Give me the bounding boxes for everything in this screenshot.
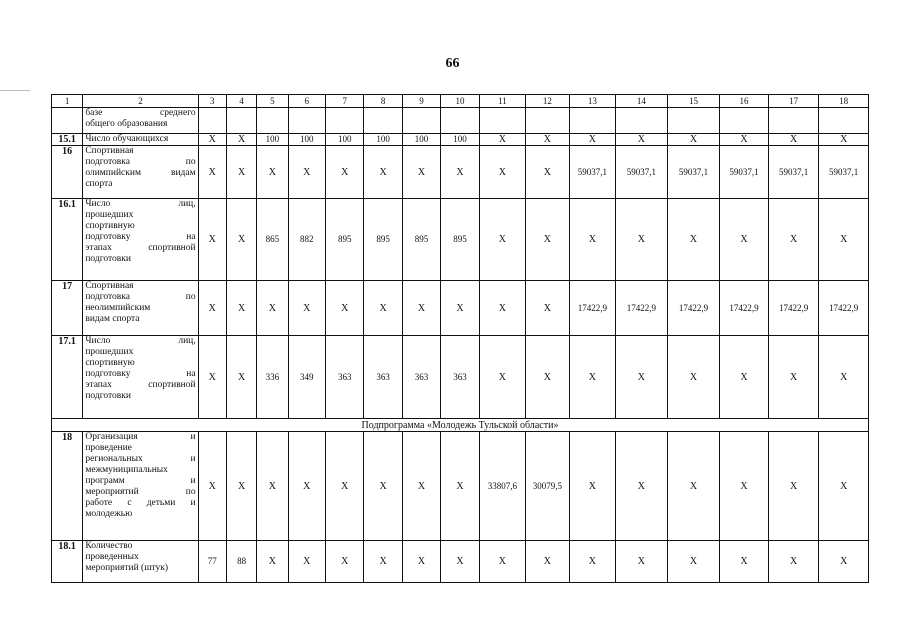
header-cell-3: 3 [198,95,226,108]
row-value-col-7: X [325,281,363,336]
row-name-line: спортивную [85,221,135,231]
row-value-col-10: X [441,541,479,583]
row-value-col-11: X [479,281,526,336]
header-cell-2: 2 [83,95,198,108]
row-value-col-3 [198,108,226,134]
row-name-line: подготовка по [85,292,196,302]
row-value-col-14: 59037,1 [616,146,668,199]
table-row [52,432,869,541]
row-name-line: работе с детьми и [85,498,196,508]
row-value-col-9: X [402,281,440,336]
header-cell-8: 8 [364,95,402,108]
row-value-col-18: X [819,336,869,419]
row-value-col-14: X [616,541,668,583]
row-name-line: Число обучающихся [85,134,169,144]
row-value-col-16: X [720,432,769,541]
row-value-col-16: X [720,336,769,419]
row-value-col-11: 33807,6 [479,432,526,541]
row-name-line: подготовку на [85,232,196,242]
row-number: 15.1 [52,134,83,146]
row-value-col-8: X [364,541,402,583]
row-name-line: Спортивная [85,281,134,291]
table-row [52,146,869,199]
row-value-col-15: X [667,432,720,541]
header-cell-14: 14 [616,95,668,108]
row-name-line: подготовки [85,391,131,401]
row-value-col-6: X [288,281,325,336]
row-name-line: программ и [85,476,196,486]
row-value-col-17: X [768,134,819,146]
row-value-col-4: X [226,432,256,541]
row-value-col-10: X [441,281,479,336]
row-value-col-6: X [288,146,325,199]
data-table [51,94,869,583]
row-value-col-5: 865 [257,199,288,281]
row-name [83,432,198,541]
row-value-col-4 [226,108,256,134]
page-number: 66 [445,56,460,71]
row-name-line: олимпийским видам [85,168,196,178]
row-value-col-8: 895 [364,199,402,281]
row-value-col-4: X [226,336,256,419]
row-value-col-18 [819,108,869,134]
row-value-col-8: X [364,281,402,336]
row-value-col-13: X [569,134,616,146]
row-value-col-18: X [819,199,869,281]
row-value-col-5: X [257,432,288,541]
section-title: Подпрограмма «Молодежь Тульской области» [52,419,869,432]
row-name-line: неолимпийским [85,303,151,313]
row-name [83,199,198,281]
row-value-col-6: 100 [288,134,325,146]
row-value-col-13: 17422,9 [569,281,616,336]
row-value-col-4: X [226,134,256,146]
row-value-col-14: X [616,336,668,419]
row-value-col-14 [616,108,668,134]
row-value-col-12: X [526,336,569,419]
row-name [83,146,198,199]
row-number: 18 [52,432,83,541]
row-value-col-17: X [768,541,819,583]
row-name [83,541,198,583]
row-value-col-4: X [226,199,256,281]
header-cell-5: 5 [257,95,288,108]
row-value-col-16: X [720,541,769,583]
row-value-col-7: 363 [325,336,363,419]
row-value-col-17: X [768,432,819,541]
header-cell-16: 16 [720,95,769,108]
row-value-col-15: X [667,134,720,146]
row-name-line: проведенных [85,552,139,562]
row-value-col-18: X [819,134,869,146]
row-name-line: этапах спортивной [85,380,196,390]
row-value-col-11 [479,108,526,134]
row-value-col-14: X [616,199,668,281]
row-value-col-8: 100 [364,134,402,146]
row-value-col-12: X [526,199,569,281]
row-value-col-10: X [441,432,479,541]
row-value-col-10: X [441,146,479,199]
row-name-line: подготовку на [85,369,196,379]
header-cell-17: 17 [768,95,819,108]
row-value-col-6: X [288,541,325,583]
row-value-col-11: X [479,541,526,583]
row-value-col-6: X [288,432,325,541]
row-value-col-18: 17422,9 [819,281,869,336]
row-value-col-3: X [198,199,226,281]
row-name-line: прошедших [85,210,134,220]
header-row [52,95,869,108]
row-value-col-13: X [569,432,616,541]
row-name-line: межмуниципальных [85,465,168,475]
row-value-col-5: X [257,281,288,336]
row-name-line: Количество [85,541,133,551]
row-value-col-11: X [479,199,526,281]
row-value-col-9: X [402,541,440,583]
row-value-col-7: 895 [325,199,363,281]
row-name-line: Число лиц, [85,199,196,209]
table-row [52,108,869,134]
row-value-col-15: 59037,1 [667,146,720,199]
table-row [52,281,869,336]
row-value-col-16 [720,108,769,134]
row-number: 18.1 [52,541,83,583]
row-value-col-13 [569,108,616,134]
header-cell-11: 11 [479,95,526,108]
row-value-col-5: X [257,146,288,199]
row-value-col-17: 59037,1 [768,146,819,199]
row-number [52,108,83,134]
row-name [83,108,198,134]
row-value-col-10 [441,108,479,134]
table-row [52,199,869,281]
row-value-col-18: X [819,432,869,541]
row-value-col-14: 17422,9 [616,281,668,336]
row-value-col-3: X [198,146,226,199]
row-value-col-13: 59037,1 [569,146,616,199]
row-value-col-18: X [819,541,869,583]
row-value-col-10: 895 [441,199,479,281]
row-value-col-16: X [720,199,769,281]
row-name-line: базе среднего [85,108,196,118]
row-value-col-18: 59037,1 [819,146,869,199]
row-value-col-11: X [479,336,526,419]
row-value-col-12 [526,108,569,134]
header-cell-9: 9 [402,95,440,108]
margin-rule [0,90,30,91]
row-value-col-15: X [667,199,720,281]
row-value-col-7: X [325,541,363,583]
table-row [52,541,869,583]
row-name-line: прошедших [85,347,134,357]
row-name-line: Спортивная [85,146,134,156]
row-name-line: мероприятий по [85,487,196,497]
row-value-col-15: X [667,336,720,419]
row-value-col-7: X [325,432,363,541]
row-number: 16.1 [52,199,83,281]
row-value-col-9: 100 [402,134,440,146]
row-name-line: региональных и [85,454,196,464]
row-value-col-16: 17422,9 [720,281,769,336]
header-cell-1: 1 [52,95,83,108]
row-name-line: Организация и [85,432,196,442]
row-name-line: проведение [85,443,132,453]
row-name-line: мероприятий (штук) [85,563,169,573]
row-value-col-15 [667,108,720,134]
row-name-line: спортивную [85,358,135,368]
row-value-col-5 [257,108,288,134]
row-value-col-3: X [198,432,226,541]
row-name [83,134,198,146]
row-value-col-7 [325,108,363,134]
row-number: 17.1 [52,336,83,419]
row-value-col-11: X [479,146,526,199]
row-value-col-17: X [768,199,819,281]
row-name-line: подготовки [85,254,131,264]
row-value-col-6 [288,108,325,134]
row-value-col-9 [402,108,440,134]
header-cell-7: 7 [325,95,363,108]
row-name-line: молодежью [85,509,133,519]
row-value-col-16: X [720,134,769,146]
row-name-line: Число лиц, [85,336,196,346]
row-value-col-5: 100 [257,134,288,146]
row-value-col-13: X [569,336,616,419]
row-number: 17 [52,281,83,336]
row-value-col-17 [768,108,819,134]
row-value-col-9: X [402,146,440,199]
header-cell-18: 18 [819,95,869,108]
row-value-col-9: X [402,432,440,541]
row-name-line: видам спорта [85,314,140,324]
row-name-line: спорта [85,179,113,189]
row-value-col-7: X [325,146,363,199]
row-value-col-9: 363 [402,336,440,419]
row-value-col-12: 30079,5 [526,432,569,541]
row-value-col-17: 17422,9 [768,281,819,336]
row-value-col-9: 895 [402,199,440,281]
row-value-col-13: X [569,541,616,583]
row-number: 16 [52,146,83,199]
header-cell-12: 12 [526,95,569,108]
table-row [52,336,869,419]
row-value-col-12: X [526,541,569,583]
section-row [52,419,869,432]
row-value-col-8: 363 [364,336,402,419]
row-value-col-10: 363 [441,336,479,419]
row-value-col-5: X [257,541,288,583]
row-name-line: общего образования [85,119,168,129]
row-value-col-4: 88 [226,541,256,583]
row-value-col-8 [364,108,402,134]
header-cell-10: 10 [441,95,479,108]
row-name [83,281,198,336]
header-cell-6: 6 [288,95,325,108]
row-name [83,336,198,419]
row-value-col-3: 77 [198,541,226,583]
row-value-col-8: X [364,146,402,199]
row-value-col-3: X [198,281,226,336]
row-value-col-12: X [526,146,569,199]
row-value-col-15: X [667,541,720,583]
row-value-col-4: X [226,146,256,199]
row-value-col-14: X [616,432,668,541]
row-name-line: этапах спортивной [85,243,196,253]
row-value-col-13: X [569,199,616,281]
header-cell-13: 13 [569,95,616,108]
row-value-col-3: X [198,336,226,419]
row-value-col-14: X [616,134,668,146]
row-value-col-4: X [226,281,256,336]
row-value-col-12: X [526,134,569,146]
row-value-col-12: X [526,281,569,336]
table-row [52,134,869,146]
row-value-col-3: X [198,134,226,146]
header-cell-15: 15 [667,95,720,108]
row-value-col-6: 349 [288,336,325,419]
row-value-col-16: 59037,1 [720,146,769,199]
row-value-col-11: X [479,134,526,146]
row-value-col-10: 100 [441,134,479,146]
row-value-col-6: 882 [288,199,325,281]
row-name-line: подготовка по [85,157,196,167]
row-value-col-15: 17422,9 [667,281,720,336]
row-value-col-7: 100 [325,134,363,146]
header-cell-4: 4 [226,95,256,108]
row-value-col-5: 336 [257,336,288,419]
row-value-col-8: X [364,432,402,541]
row-value-col-17: X [768,336,819,419]
